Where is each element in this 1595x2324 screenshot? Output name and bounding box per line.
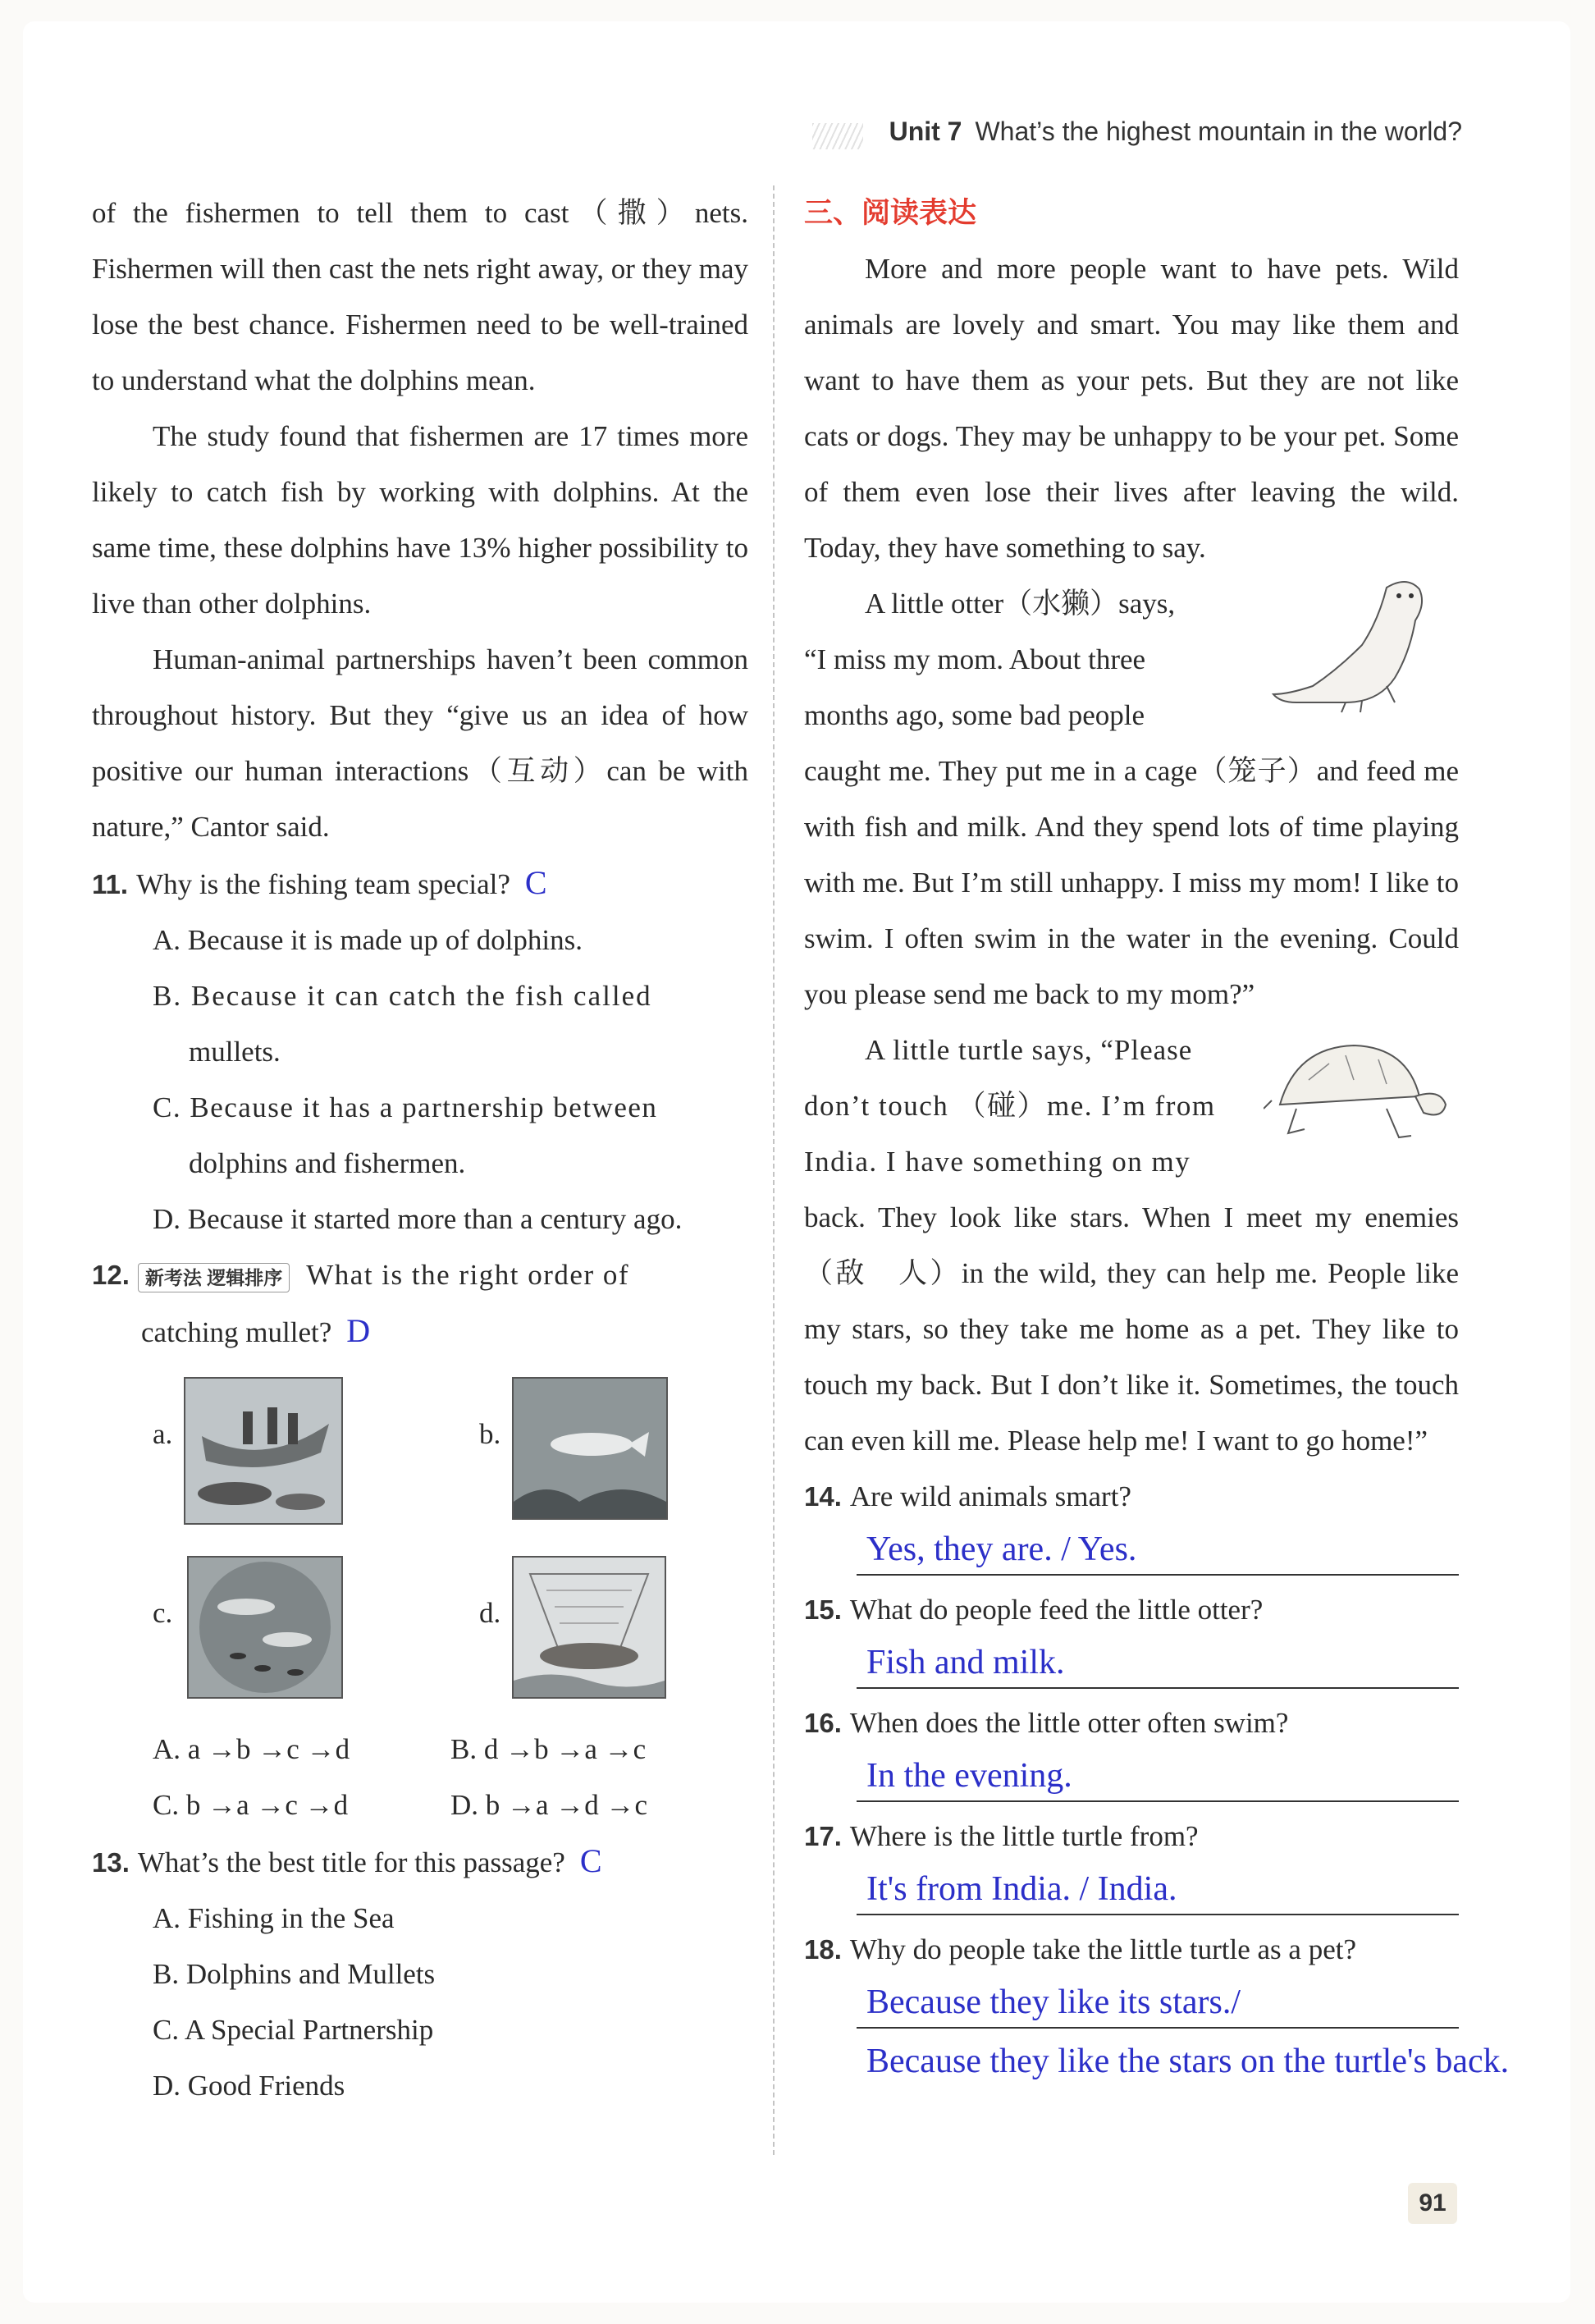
question-tag: 新考法 逻辑排序 (138, 1263, 290, 1292)
otter-line-4: caught me. They put me in a cage（笼子）and feed me with fish and milk. And they spend lots of time playing with me. But I’m still unhappy. I miss my mom! I like to swim. I often swim in the water in the evening. Could you please send me back to my mom?” (804, 755, 1459, 1010)
question-14 (804, 1469, 1459, 1525)
otter-line-3: months ago, some bad people (804, 699, 1145, 731)
question-number: 16. (804, 1708, 842, 1738)
underwater-dolphins-image (187, 1556, 343, 1699)
question-11 (92, 855, 748, 913)
option-a: A. Because it is made up of dolphins. (153, 924, 583, 956)
unit-title: What’s the highest mountain in the world? (975, 117, 1462, 146)
question-number: 17. (804, 1821, 842, 1851)
order-options-row-2 (92, 1777, 748, 1833)
order-option-c: C. b →a →c →d (153, 1789, 349, 1821)
question-12 (92, 1247, 748, 1303)
question-number: 12. (92, 1260, 130, 1290)
option-b: B. Dolphins and Mullets (153, 1958, 436, 1990)
picture-label-d: d. (479, 1597, 501, 1629)
question-text-continued: catching mullet? (141, 1316, 332, 1348)
question-number: 15. (804, 1594, 842, 1625)
question-text: What’s the best title for this passage? (137, 1846, 565, 1878)
question-15 (804, 1582, 1459, 1638)
question-text: Are wild animals smart? (849, 1480, 1131, 1512)
order-option-d: D. b →a →d →c (450, 1789, 648, 1821)
otter-line-1: A little otter（水獭）says, (865, 588, 1176, 620)
question-17 (804, 1809, 1459, 1864)
question-text: Why do people take the little turtle as a pet? (849, 1933, 1357, 1965)
left-column (92, 185, 748, 2114)
turtle-illustration (1264, 1031, 1452, 1154)
option-b-continued: mullets. (189, 1036, 281, 1068)
question-text: What do people feed the little otter? (849, 1594, 1264, 1626)
answer-line-15: Fish and milk. (857, 1638, 1459, 1689)
picture-label-a: a. (153, 1418, 173, 1450)
question-number: 11. (92, 869, 129, 899)
answer-line-14: Yes, they are. / Yes. (857, 1525, 1459, 1576)
answer-line-18-continued: Because they like the stars on the turtle's back. (866, 2043, 1510, 2080)
turtle-line-1: A little turtle says, “Please (865, 1034, 1193, 1066)
option-c: C. A Special Partnership (153, 2014, 434, 2046)
order-option-a: A. a →b →c →d (153, 1733, 350, 1765)
fishermen-boat-image (184, 1377, 343, 1525)
turtle-line-2: don’t touch （碰）me. I’m from (804, 1090, 1216, 1122)
turtle-block (804, 1022, 1459, 1469)
option-c: C. Because it has a partnership between (153, 1091, 658, 1123)
question-number: 18. (804, 1934, 842, 1965)
turtle-line-4: back. They look like stars. When I meet my enemies（敌 人）in the wild, they can help me. People like my stars, so they take me home as a pet. They like to touch my back. But I don’t like it. Sometimes, the touch can even kill me. Please help me! I want to go home!” (804, 1201, 1459, 1457)
option-a: A. Fishing in the Sea (153, 1902, 395, 1934)
order-options-row-1 (92, 1722, 748, 1777)
net-image (512, 1556, 666, 1699)
option-c-continued: dolphins and fishermen. (189, 1147, 466, 1179)
unit-label: Unit 7 (889, 117, 962, 146)
left-paragraph-3: Human-animal partnerships haven’t been common throughout history. But they “give us an idea of how positive our human interactions（互动）can be with nature,” Cantor said. (92, 643, 748, 843)
column-divider (773, 185, 775, 2155)
right-column (804, 185, 1510, 2088)
dolphin-image (512, 1377, 668, 1520)
question-text: What is the right order of (306, 1259, 630, 1291)
page-number: 91 (1408, 2183, 1457, 2224)
turtle-line-3: India. I have something on my (804, 1146, 1191, 1178)
answer-line-17: It's from India. / India. (857, 1864, 1459, 1915)
option-d: D. Good Friends (153, 2070, 345, 2102)
question-16 (804, 1695, 1459, 1751)
question-number: 14. (804, 1481, 842, 1512)
answer-line-16: In the evening. (857, 1751, 1459, 1802)
question-text: Where is the little turtle from? (849, 1820, 1199, 1852)
question-18 (804, 1922, 1459, 1978)
order-option-b: B. d →b →a →c (450, 1733, 647, 1765)
otter-line-2: “I miss my mom. About three (804, 643, 1146, 675)
left-paragraph-2: The study found that fishermen are 17 times more likely to catch fish by working with dolphins. At the same time, these dolphins have 13% higher possibility to live than other dolphins. (92, 420, 748, 620)
right-paragraph-1: More and more people want to have pets. Wild animals are lovely and smart. You may like them and want to have them as your pets. But they are not like cats or dogs. They may be unhappy to be your pet. Some of them even lose their lives after leaving the wild. Today, they have something to say. (804, 253, 1459, 564)
section-title: 三、阅读表达 (804, 197, 977, 230)
picture-label-b: b. (479, 1418, 501, 1450)
question-12-line-2 (92, 1303, 748, 1361)
picture-grid (92, 1361, 748, 1722)
answer-line-18: Because they like its stars./ (857, 1978, 1459, 2029)
question-text: Why is the fishing team special? (136, 868, 510, 900)
option-b: B. Because it can catch the fish called (153, 980, 652, 1012)
header-decoration (812, 123, 863, 149)
handwritten-answer: C (524, 864, 547, 901)
left-paragraph-1: of the fishermen to tell them to cast（撒）nets. Fishermen will then cast the nets right away, or they may lose the best chance. Fishermen need to be well-trained to understand what the dolphins mean. (92, 197, 748, 396)
otter-illustration (1264, 571, 1444, 716)
question-text: When does the little otter often swim? (849, 1707, 1289, 1739)
handwritten-answer: D (346, 1312, 371, 1349)
option-d: D. Because it started more than a century ago. (153, 1203, 683, 1235)
picture-label-c: c. (153, 1597, 173, 1629)
question-13 (92, 1833, 748, 1891)
handwritten-answer: C (579, 1842, 602, 1879)
page-header (889, 117, 1462, 147)
question-number: 13. (92, 1847, 130, 1878)
otter-block (804, 576, 1459, 1022)
